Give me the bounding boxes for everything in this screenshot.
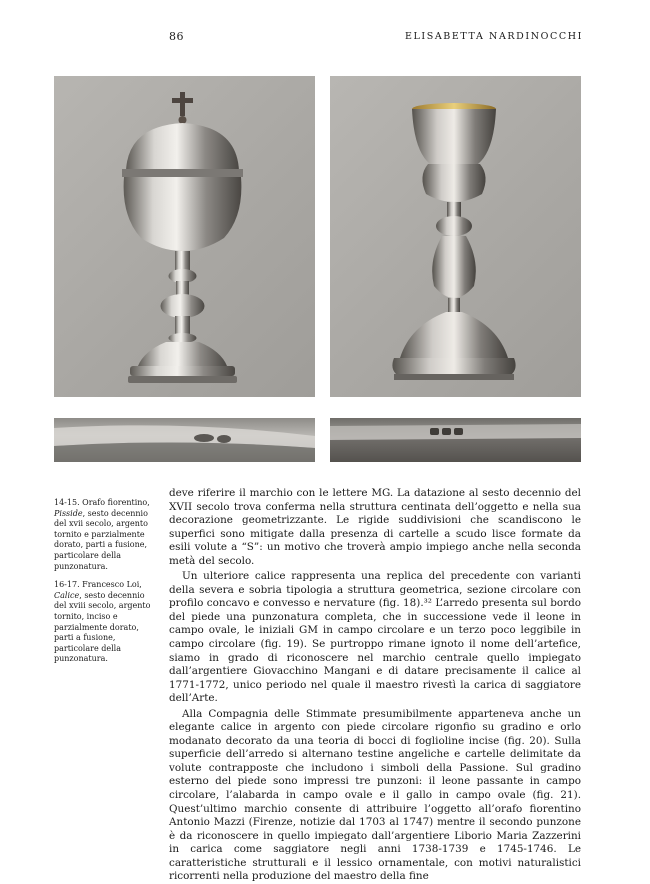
caption-14-15 xyxy=(54,498,156,572)
pyx-hallmark-detail xyxy=(54,418,315,462)
body-text xyxy=(169,487,581,884)
body-paragraph: Un ulteriore calice rappresenta una replica del precedente con varianti della severa e sobria tipologia a struttura geometrica, sezione circolare con profilo concavo e convesso e nervature (fig. 18).³² L’arredo presenta sul bordo del piede una punzonatura completa, che in successione vede il leone in campo ovale, le iniziali GM in campo circolare e un terzo poco leggibile in campo circolare (fig. 19). Se purtroppo rimane ignoto il nome dell’artefice, siamo in grado di riconoscere nel marchio centrale quello impiegato dall’argentiere Giovacchino Mangani e di datare precisamente il calice al 1771-1772, unico periodo nel quale il maestro rivestì la carica di saggiatore dell’Arte. xyxy=(169,570,581,705)
page-number: 86 xyxy=(169,30,184,43)
caption-object-title: Pisside xyxy=(54,508,83,518)
caption-16-17 xyxy=(54,580,156,665)
running-head: ELISABETTA NARDINOCCHI xyxy=(404,31,583,42)
chalice-hallmark-detail xyxy=(330,418,581,462)
caption-text: , sesto decennio del xviii secolo, argento tornito, inciso e parzialmente dorato, parti a fusione, particolare della punzonatura. xyxy=(54,590,151,664)
caption-text: 14-15. Orafo fiorentino, xyxy=(54,498,150,507)
body-paragraph: deve riferire il marchio con le lettere MG. La datazione al sesto decennio del XVII secolo trova conferma nella struttura centinata dell’oggetto e nella sua decorazione geometrizzante. Le rigide suddivisioni che scandiscono le superfici sono mitigate dalla presenza di cartelle a scudo lisce formate da esili volute a “S”: un motivo che troverà ampio impiego anche nella seconda metà del secolo. xyxy=(169,487,581,567)
caption-text: 16-17. Francesco Loi, xyxy=(54,580,142,590)
chalice-photo xyxy=(330,76,581,397)
caption-text: , sesto decennio del xvii secolo, argento tornito e parzialmente dorato, parti a fusione, particolare della punzonatura. xyxy=(54,508,148,571)
pyx-photo xyxy=(54,76,315,397)
figure-captions xyxy=(54,490,156,673)
body-paragraph: Alla Compagnia delle Stimmate presumibilmente apparteneva anche un elegante calice in argento con piede circolare rigonfio su gradino e orlo modanato decorato da una teoria di bocci di foglioline incise (fig. 20). Sulla superficie dell’arredo si alternano testine angeliche e cartelle delimitate da volute contrapposte che includono i simboli della Passione. Sul gradino esterno del piede sono impressi tre punzoni: il leone passante in campo circolare, l’alabarda in campo ovale e il gallo in campo ovale (fig. 21). Quest’ultimo marchio consente di attribuire l’oggetto all’orafo fiorentino Antonio Mazzi (Firenze, notizie dal 1703 al 1747) mentre il secondo punzone è da riconoscere in quello impiegato dall’argentiere Liborio Maria Zazzerini in carica come saggiatore negli anni 1738-1739 e 1745-1746. Le caratteristiche strutturali e il lessico ornamentale, con motivi naturalistici ricorrenti nella produzione del maestro della fine xyxy=(169,707,581,883)
caption-object-title: Calice xyxy=(54,590,80,600)
